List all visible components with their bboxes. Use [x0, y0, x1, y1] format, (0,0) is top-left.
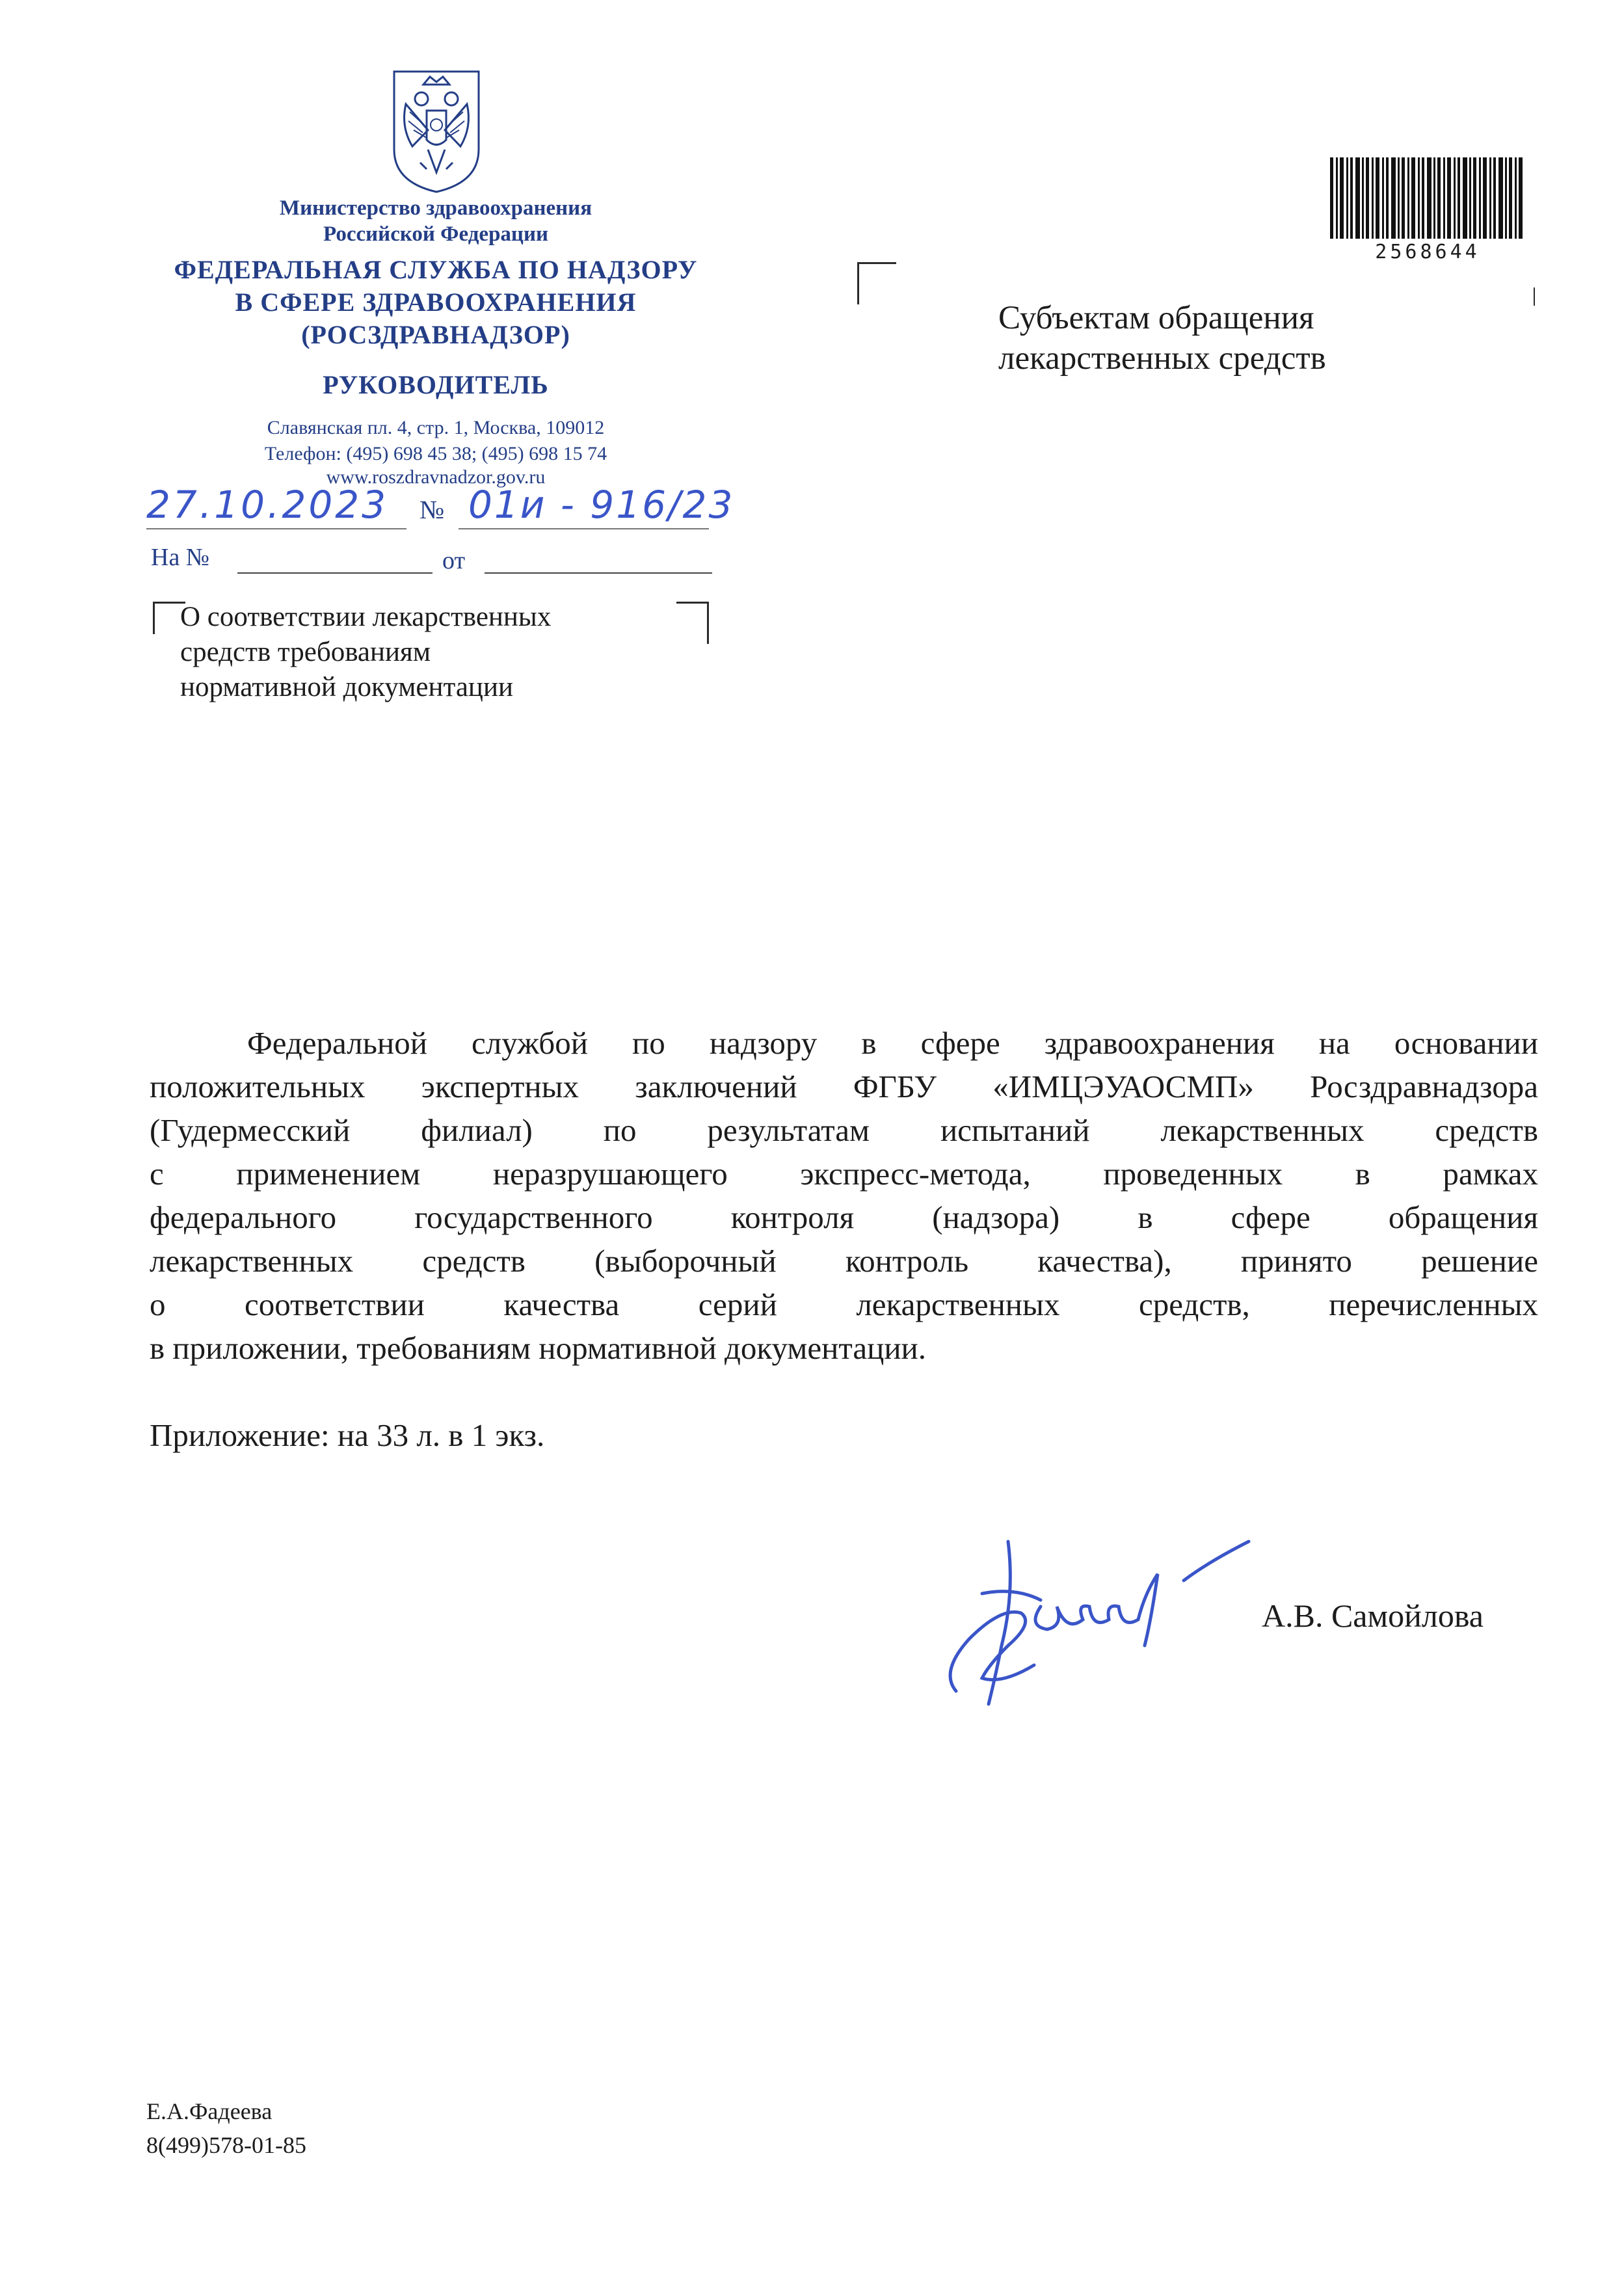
subject-line2: средств требованиям	[180, 637, 431, 667]
number-sign: №	[419, 495, 445, 524]
date-underline	[146, 528, 406, 529]
executor-name: Е.А.Фадеева	[146, 2098, 273, 2124]
executor-phone: 8(499)578-01-85	[146, 2132, 306, 2158]
barcode-bars-icon	[1330, 157, 1525, 239]
recipient	[998, 298, 1326, 379]
reference-label: На №	[151, 544, 210, 571]
coat-of-arms-icon	[381, 65, 492, 195]
service-name-line1: ФЕДЕРАЛЬНАЯ СЛУЖБА ПО НАДЗОРУ	[174, 255, 698, 284]
ministry-name-line2: Российской Федерации	[323, 222, 548, 246]
body-line: положительных экспертных заключений ФГБУ «ИМЦЭУАОСМП» Росздравнадзора	[150, 1069, 1538, 1104]
position-title: РУКОВОДИТЕЛЬ	[323, 370, 549, 399]
barcode-number: 2568644	[1375, 241, 1480, 263]
subject-text	[180, 600, 551, 705]
recipient-right-mark	[1534, 287, 1535, 306]
body-line: о соответствии качества серий лекарственных средств, перечисленных	[150, 1287, 1538, 1322]
reference-date-field	[485, 572, 712, 574]
number-underline	[459, 528, 709, 529]
reference-from-label: от	[442, 547, 466, 574]
phone-line: Телефон: (495) 698 45 38; (495) 698 15 74	[264, 443, 607, 464]
subject-line3: нормативной документации	[180, 672, 513, 702]
website-line: www.roszdravnadzor.gov.ru	[326, 466, 546, 488]
body-line: с применением неразрушающего экспресс-метода, проведенных в рамках	[150, 1156, 1538, 1192]
executor-info	[146, 2094, 306, 2162]
recipient-bracket-side	[857, 262, 859, 304]
attachment-note: Приложение: на 33 л. в 1 экз.	[150, 1417, 545, 1453]
ministry-name-line1: Министерство здравоохранения	[279, 196, 592, 220]
recipient-line1: Субъектам обращения	[998, 300, 1314, 336]
handwritten-signature-icon	[943, 1515, 1307, 1711]
reference-number-field	[237, 572, 433, 574]
letter-body	[150, 1021, 1538, 1370]
recipient-line2: лекарственных средств	[998, 340, 1326, 377]
subject-bracket-right-top	[676, 602, 709, 604]
registration-date: 27.10.2023	[146, 483, 389, 527]
address-line: Славянская пл. 4, стр. 1, Москва, 109012	[267, 417, 605, 438]
subject-line1: О соответствии лекарственных	[180, 602, 552, 632]
barcode	[1330, 157, 1525, 261]
service-name-line2: В СФЕРЕ ЗДРАВООХРАНЕНИЯ	[235, 287, 637, 317]
recipient-bracket-top	[857, 262, 896, 264]
subject-bracket-right-side	[707, 602, 709, 644]
body-line: (Гудермесский филиал) по результатам испытаний лекарственных средств	[150, 1112, 1538, 1148]
body-line: лекарственных средств (выборочный контроль качества), принято решение	[150, 1243, 1538, 1279]
service-name-line3: (РОСЗДРАВНАДЗОР)	[301, 320, 570, 349]
letterhead	[104, 59, 767, 553]
body-line: федерального государственного контроля (надзора) в сфере обращения	[150, 1199, 1538, 1235]
signer-name: А.В. Самойлова	[1262, 1597, 1484, 1634]
body-line: Федеральной службой по надзору в сфере здравоохранения на основании	[247, 1025, 1538, 1061]
body-line: в приложении, требованиям нормативной документации.	[150, 1330, 927, 1366]
subject-bracket-left-side	[153, 602, 155, 634]
registration-number: 01и - 916/23	[468, 483, 735, 527]
